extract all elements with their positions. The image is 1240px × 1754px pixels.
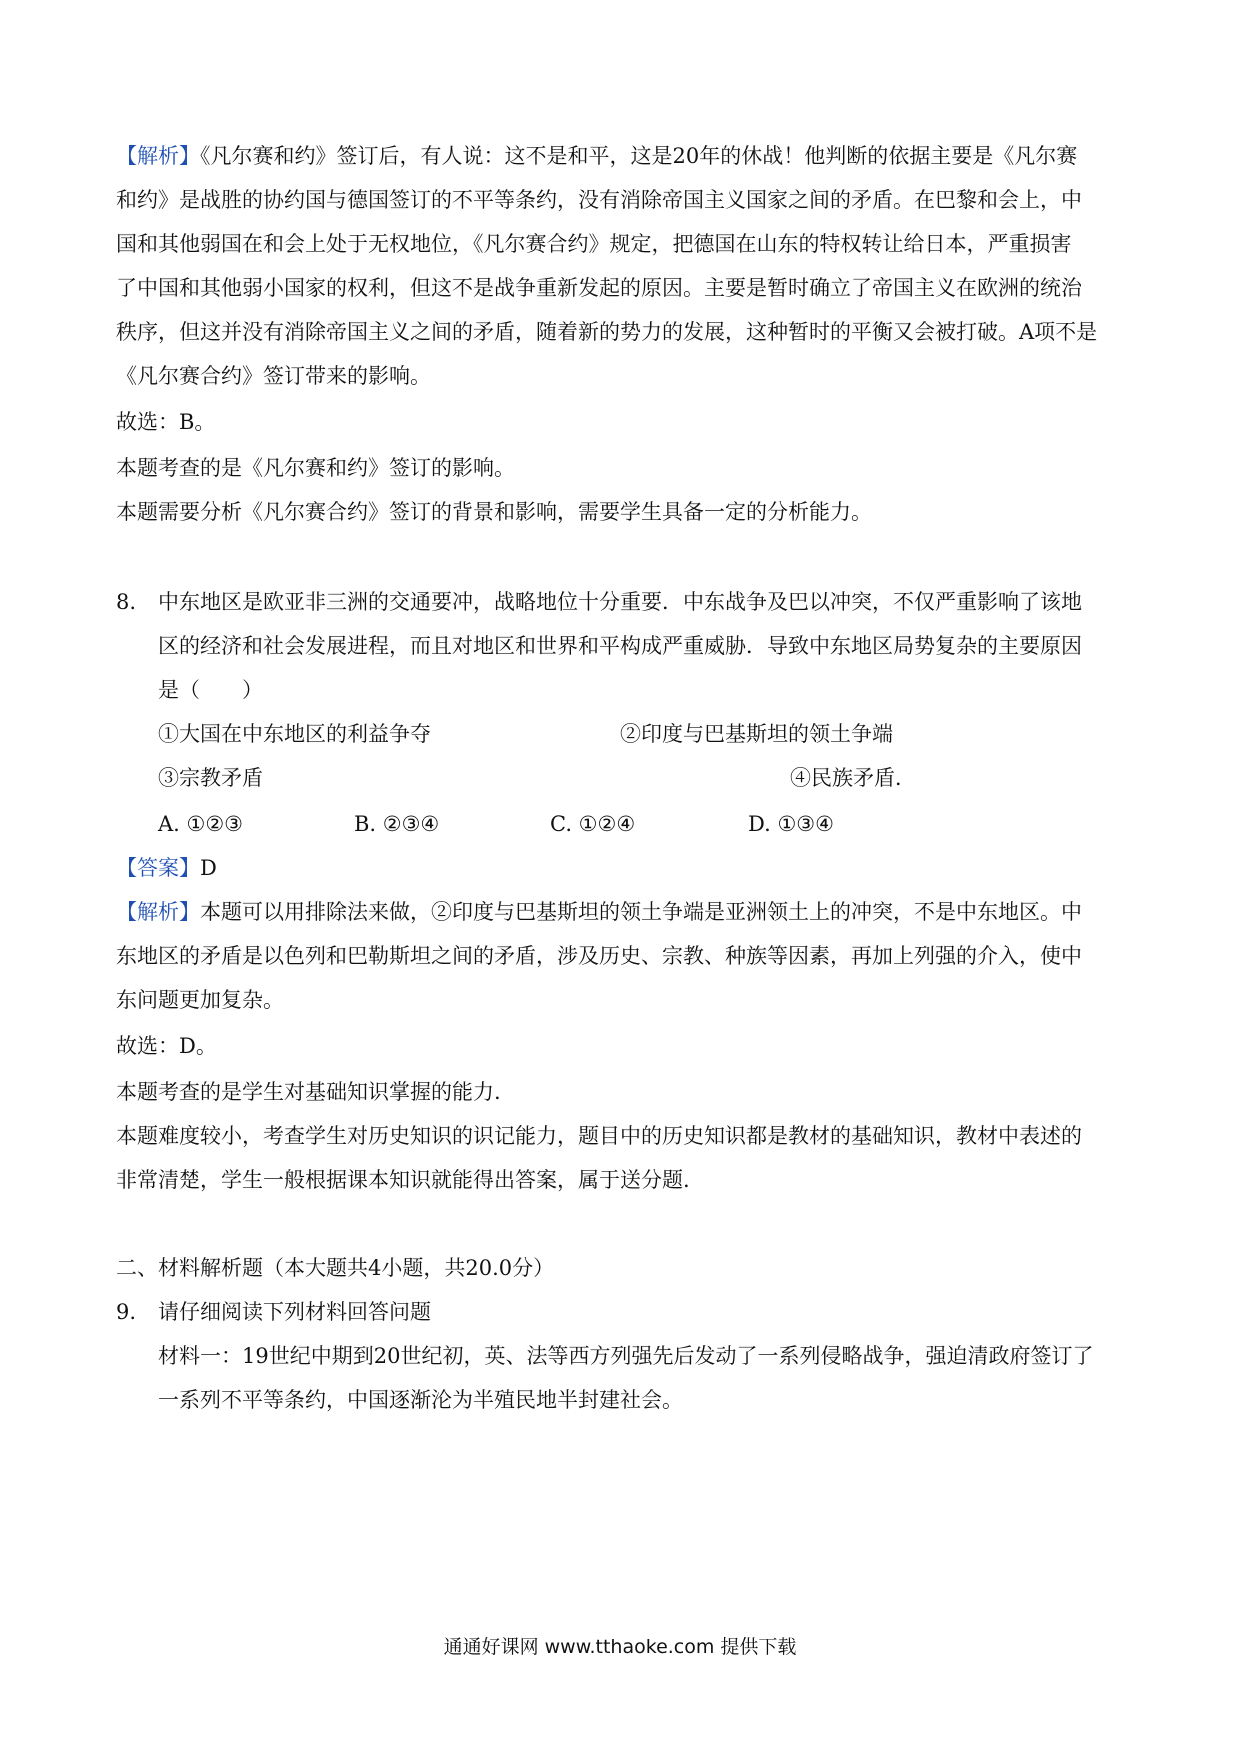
note-line: 本题难度较小，考查学生对历史知识的识记能力，题目中的历史知识都是教材的基础知识，教材中表述的	[116, 1124, 1082, 1148]
question-number: 8.	[116, 590, 137, 614]
jiexi-line-3: 东问题更加复杂。	[116, 988, 284, 1012]
question-stem-line: 区的经济和社会发展进程，而且对地区和世界和平构成严重威胁．导致中东地区局势复杂的主要原因	[158, 634, 1082, 658]
section-heading: 二、材料解析题（本大题共4小题，共20.0分）	[116, 1256, 555, 1280]
choice-line: 故选：D。	[116, 1034, 217, 1058]
answer-value: D	[200, 856, 217, 880]
note-line: 非常清楚，学生一般根据课本知识就能得出答案，属于送分题.	[116, 1168, 690, 1192]
option-d: D. ①③④	[748, 812, 834, 836]
note-line: 本题考查的是学生对基础知识掌握的能力.	[116, 1080, 501, 1104]
page-footer: 通通好课网 www.tthaoke.com 提供下载	[443, 1636, 797, 1658]
answer-tag: 【答案】	[116, 856, 200, 880]
material-line: 材料一：19世纪中期到20世纪初，英、法等西方列强先后发动了一系列侵略战争，强迫清政府签订了	[158, 1344, 1094, 1368]
note-line: 本题需要分析《凡尔赛合约》签订的背景和影响，需要学生具备一定的分析能力。	[116, 500, 872, 524]
jiexi-line-1: 【解析】《凡尔赛和约》签订后，有人说：这不是和平，这是20年的休战！他判断的依据主要是《凡尔赛	[116, 144, 1078, 168]
option-a: A. ①②③	[158, 812, 243, 836]
choice-line: 故选：B。	[116, 410, 216, 434]
statement-item: ③宗教矛盾	[158, 766, 263, 790]
jiexi-line-2: 东地区的矛盾是以色列和巴勒斯坦之间的矛盾，涉及历史、宗教、种族等因素，再加上列强的介入，使中	[116, 944, 1082, 968]
jiexi-tag: 【解析】	[116, 900, 200, 924]
answer-line	[116, 854, 217, 882]
question-stem: 请仔细阅读下列材料回答问题	[158, 1300, 431, 1324]
jiexi-line-6: 《凡尔赛合约》签订带来的影响。	[116, 364, 431, 388]
jiexi-tag: 【解析】	[116, 144, 200, 168]
question-stem-line: 中东地区是欧亚非三洲的交通要冲，战略地位十分重要．中东战争及巴以冲突，不仅严重影响了该地	[158, 590, 1082, 614]
jiexi-line-1: 【解析】本题可以用排除法来做，②印度与巴基斯坦的领土争端是亚洲领土上的冲突，不是中东地区。中	[116, 900, 1082, 924]
option-b: B. ②③④	[354, 812, 440, 836]
statement-item: ④民族矛盾．	[790, 766, 916, 790]
jiexi-line-4: 了中国和其他弱小国家的权利，但这不是战争重新发起的原因。主要是暂时确立了帝国主义在欧洲的统治	[116, 276, 1082, 300]
note-line: 本题考查的是《凡尔赛和约》签订的影响。	[116, 456, 515, 480]
jiexi-line-3: 国和其他弱国在和会上处于无权地位，《凡尔赛合约》规定，把德国在山东的特权转让给日本，严重损害	[116, 232, 1072, 256]
option-c: C. ①②④	[550, 812, 636, 836]
material-line: 一系列不平等条约，中国逐渐沦为半殖民地半封建社会。	[158, 1388, 683, 1412]
statement-item: ②印度与巴基斯坦的领土争端	[620, 722, 893, 746]
jiexi-line-2: 和约》是战胜的协约国与德国签订的不平等条约，没有消除帝国主义国家之间的矛盾。在巴黎和会上，中	[116, 188, 1082, 212]
question-stem-line: 是（ ）	[158, 678, 263, 702]
jiexi-line-5: 秩序，但这并没有消除帝国主义之间的矛盾，随着新的势力的发展，这种暂时的平衡又会被打破。A项不是	[116, 320, 1098, 344]
question-number: 9.	[116, 1300, 137, 1324]
statement-item: ①大国在中东地区的利益争夺	[158, 722, 431, 746]
